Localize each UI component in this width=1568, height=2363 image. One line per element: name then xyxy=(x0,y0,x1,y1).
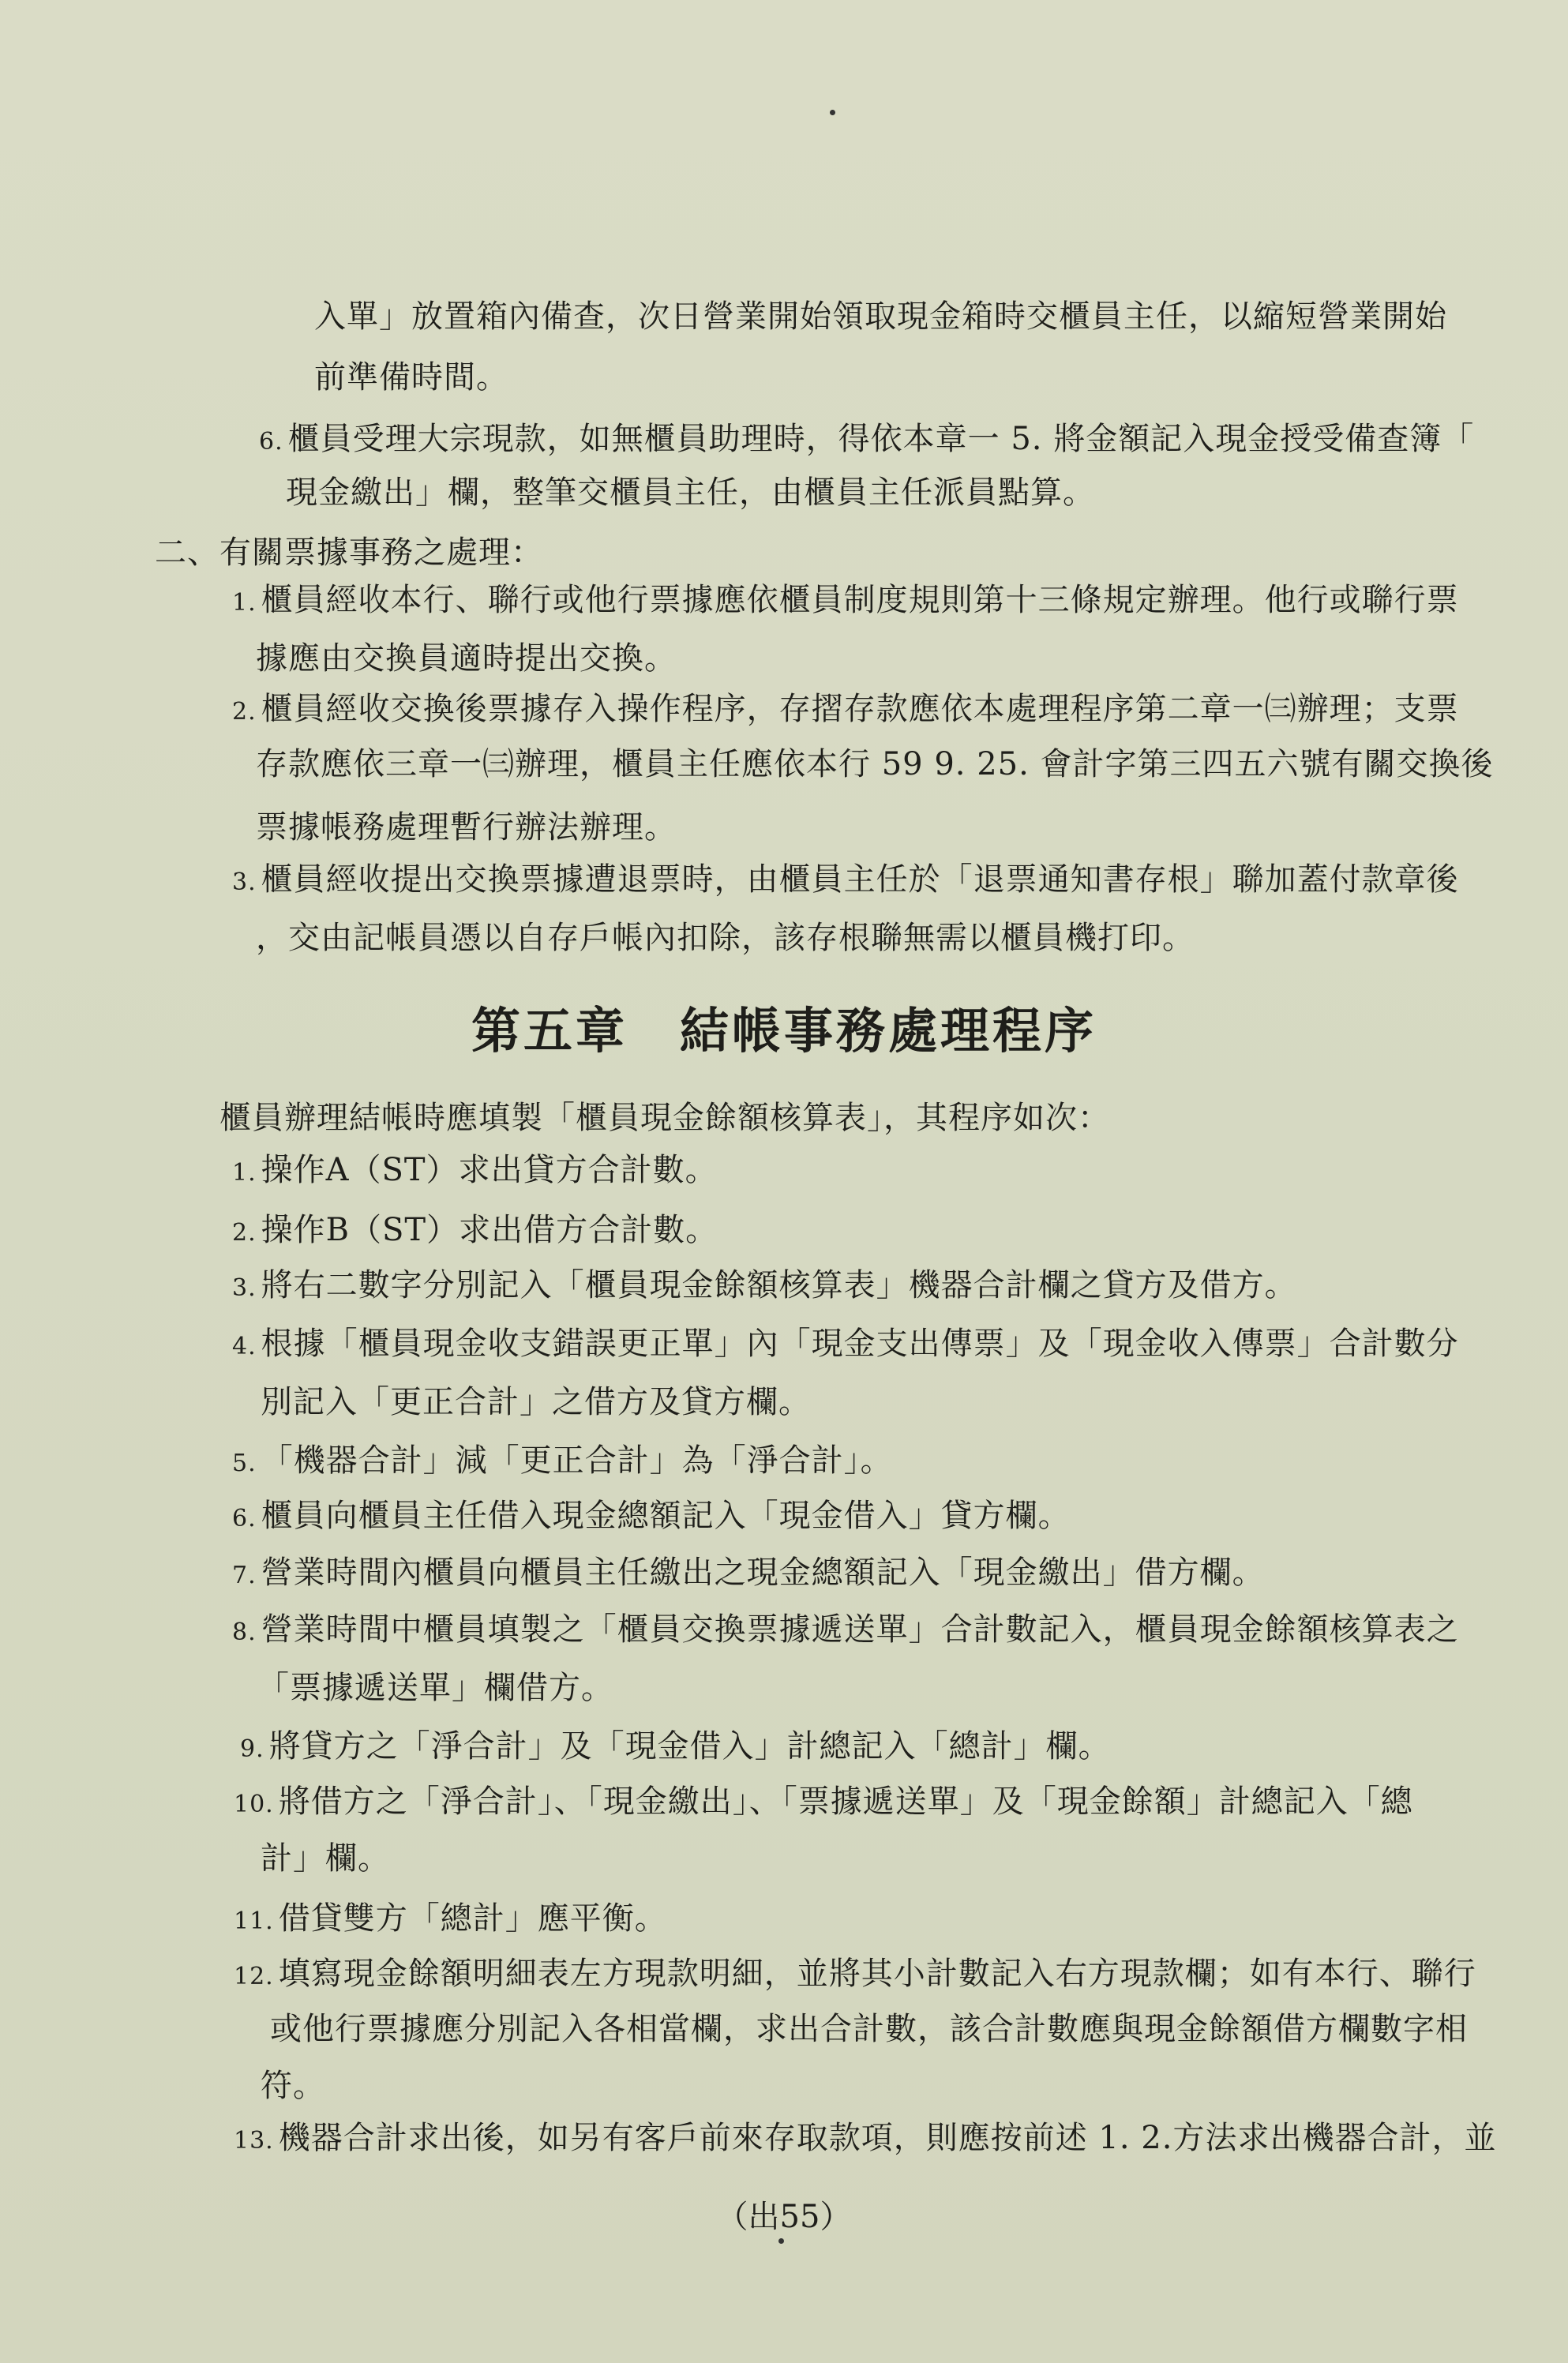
step-2 xyxy=(232,1211,718,1252)
step-text: 操作B（ST）求出借方合計數。 xyxy=(261,1212,718,1248)
step-text: 「機器合計」減「更正合計」為「淨合計」。 xyxy=(261,1442,893,1479)
step-number: 5. xyxy=(232,1450,257,1477)
step-number: 2. xyxy=(232,1219,257,1247)
continuation-line-1: 入單」放置箱內備查，次日營業開始領取現金箱時交櫃員主任，以縮短營業開始 xyxy=(314,298,1447,335)
step-text: 根據「櫃員現金收支錯誤更正單」內「現金支出傳票」及「現金收入傳票」合計數分 xyxy=(261,1326,1459,1362)
item-text: 櫃員經收交換後票據存入操作程序，存摺存款應依本處理程序第二章一㈢辦理；支票 xyxy=(261,691,1459,727)
step-number: 3. xyxy=(232,1274,257,1302)
step-8-line-1 xyxy=(232,1611,1459,1652)
step-number: 4. xyxy=(232,1333,257,1360)
section2-item-1-line-2: 據應由交換員適時提出交換。 xyxy=(256,640,677,677)
step-text: 將右二數字分別記入「櫃員現金餘額核算表」機器合計欄之貸方及借方。 xyxy=(261,1267,1297,1303)
step-number: 13. xyxy=(234,2127,274,2155)
page-number: （出55） xyxy=(716,2199,852,2235)
step-3 xyxy=(232,1266,1297,1307)
item-text: 櫃員經收提出交換票據遭退票時，由櫃員主任於「退票通知書存根」聯加蓋付款章後 xyxy=(261,861,1459,898)
item-text: 櫃員經收本行、聯行或他行票據應依櫃員制度規則第十三條規定辦理。他行或聯行票 xyxy=(261,582,1459,618)
section2-item-3-line-2: ，交由記帳員憑以自存戶帳內扣除，該存根聯無需以櫃員機打印。 xyxy=(256,920,1195,956)
item-number: 2. xyxy=(232,698,257,726)
section2-item-3-line-1 xyxy=(232,861,1459,902)
step-number: 6. xyxy=(232,1505,257,1532)
section-2-heading: 二、有關票據事務之處理： xyxy=(155,534,543,571)
continuation-line-2: 前準備時間。 xyxy=(314,359,508,396)
item-number: 3. xyxy=(232,868,257,896)
step-text: 操作A（ST）求出貸方合計數。 xyxy=(261,1152,718,1188)
step-12-line-2: 或他行票據應分別記入各相當欄，求出合計數，該合計數應與現金餘額借方欄數字相 xyxy=(270,2011,1468,2047)
step-text: 借貸雙方「總計」應平衡。 xyxy=(278,1900,667,1937)
step-text: 將貸方之「淨合計」及「現金借入」計總記入「總計」欄。 xyxy=(268,1728,1111,1765)
step-number: 12. xyxy=(234,1963,274,1990)
step-10-line-1 xyxy=(234,1783,1413,1824)
step-number: 11. xyxy=(234,1907,274,1935)
step-text: 將借方之「淨合計」、「現金繳出」、「票據遞送單」及「現金餘額」計總記入「總 xyxy=(278,1784,1413,1820)
step-12-line-3: 符。 xyxy=(261,2068,325,2104)
chapter-intro: 櫃員辦理結帳時應填製「櫃員現金餘額核算表」，其程序如次： xyxy=(219,1100,1110,1136)
step-7 xyxy=(232,1554,1265,1595)
step-5 xyxy=(232,1442,893,1483)
step-8-line-2: 「票據遞送單」欄借方。 xyxy=(257,1670,613,1706)
step-number: 8. xyxy=(232,1618,257,1646)
section2-item-2-line-2: 存款應依三章一㈢辦理，櫃員主任應依本行 59 9. 25. 會計字第三四五六號有關交換後 xyxy=(256,746,1494,782)
step-1 xyxy=(232,1151,718,1192)
item-6-line-2: 現金繳出」欄，整筆交櫃員主任，由櫃員主任派員點算。 xyxy=(286,474,1095,511)
step-number: 1. xyxy=(232,1159,257,1187)
step-10-line-2: 計」欄。 xyxy=(261,1840,390,1877)
step-9 xyxy=(240,1727,1111,1768)
step-number: 7. xyxy=(232,1562,257,1589)
section2-item-1-line-1 xyxy=(232,581,1459,622)
step-text: 營業時間內櫃員向櫃員主任繳出之現金總額記入「現金繳出」借方欄。 xyxy=(261,1555,1265,1591)
item-number: 6. xyxy=(259,428,283,456)
step-13-line-1 xyxy=(234,2119,1496,2160)
chapter-title: 第五章 結帳事務處理程序 xyxy=(471,1002,1097,1060)
step-4-line-2: 別記入「更正合計」之借方及貸方欄。 xyxy=(261,1384,811,1420)
section2-item-2-line-1 xyxy=(232,690,1459,731)
step-6 xyxy=(232,1497,1071,1538)
step-11 xyxy=(234,1900,667,1941)
section2-item-2-line-3: 票據帳務處理暫行辦法辦理。 xyxy=(256,809,677,846)
ink-speck xyxy=(778,2238,784,2244)
step-number: 9. xyxy=(240,1735,264,1763)
step-number: 10. xyxy=(234,1791,274,1818)
ink-speck xyxy=(830,110,835,115)
step-text: 填寫現金餘額明細表左方現款明細，並將其小計數記入右方現款欄；如有本行、聯行 xyxy=(278,1956,1476,1992)
step-12-line-1 xyxy=(234,1955,1476,1996)
item-text: 櫃員受理大宗現款，如無櫃員助理時，得依本章一 5. 將金額記入現金授受備查簿「 xyxy=(287,421,1475,457)
step-4-line-1 xyxy=(232,1325,1459,1366)
step-text: 櫃員向櫃員主任借入現金總額記入「現金借入」貸方欄。 xyxy=(261,1498,1071,1534)
item-6-line-1 xyxy=(259,420,1474,461)
item-number: 1. xyxy=(232,589,257,617)
step-text: 機器合計求出後，如另有客戶前來存取款項，則應按前述 1. 2.方法求出機器合計，並 xyxy=(278,2120,1497,2156)
step-text: 營業時間中櫃員填製之「櫃員交換票據遞送單」合計數記入，櫃員現金餘額核算表之 xyxy=(261,1611,1459,1648)
